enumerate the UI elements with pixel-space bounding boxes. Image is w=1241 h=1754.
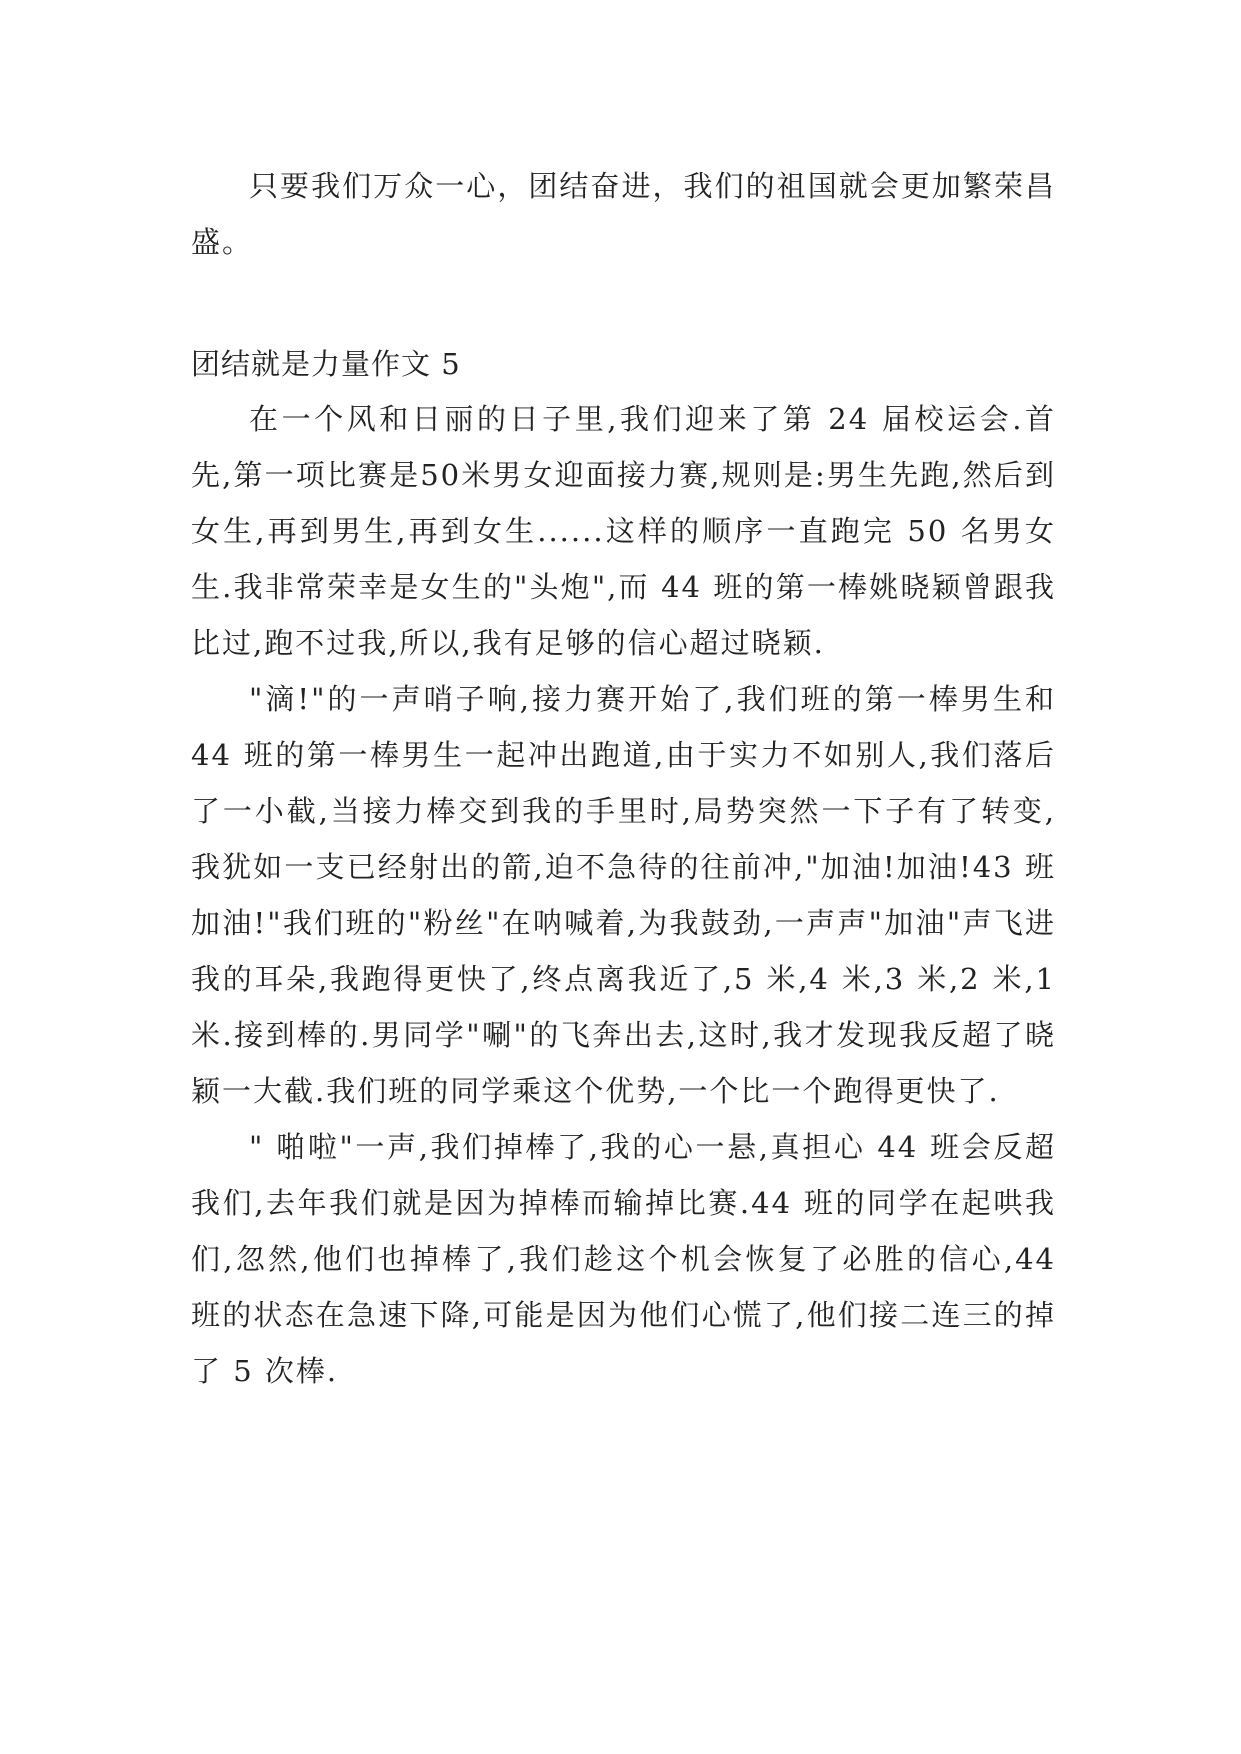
intro-paragraph: 只要我们万众一心，团结奋进，我们的祖国就会更加繁荣昌盛。 [191,169,1056,259]
essay-heading: 团结就是力量作文 5 [191,347,461,381]
body-paragraph-1: 在一个风和日丽的日子里,我们迎来了第 24 届校运会.首先,第一项比赛是50米男女迎面接力赛,规则是:男生先跑,然后到女生,再到男生,再到女生......这样的顺序一直跑完 50 名男女生.我非常荣幸是女生的"头炮",而 44 班的第一棒姚晓颖曾跟我比过,跑不过我,所以,我有足够的信心超过晓颖. [191,402,1056,660]
body-paragraph-2: "滴!"的一声哨子响,接力赛开始了,我们班的第一棒男生和 44 班的第一棒男生一起冲出跑道,由于实力不如别人,我们落后了一小截,当接力棒交到我的手里时,局势突然一下子有了转变,我犹如一支已经射出的箭,迫不急待的往前冲,"加油!加油!43 班加油!"我们班的"粉丝"在呐喊着,为我鼓劲,一声声"加油"声飞进我的耳朵,我跑得更快了,终点离我近了,5 米,4 米,3 米,2 米,1 米.接到棒的.男同学"唰"的飞奔出去,这时,我才发现我反超了晓颖一大截.我们班的同学乘这个优势,一个比一个跑得更快了. [191,682,1056,1108]
body-paragraph-3: " 啪啦"一声,我们掉棒了,我的心一悬,真担心 44 班会反超我们,去年我们就是因为掉棒而输掉比赛.44 班的同学在起哄我们,忽然,他们也掉棒了,我们趁这个机会恢复了必胜的信心,44 班的状态在急速下降,可能是因为他们心慌了,他们接二连三的掉了 5 次棒. [191,1130,1056,1388]
essay-body [191,391,1056,1399]
